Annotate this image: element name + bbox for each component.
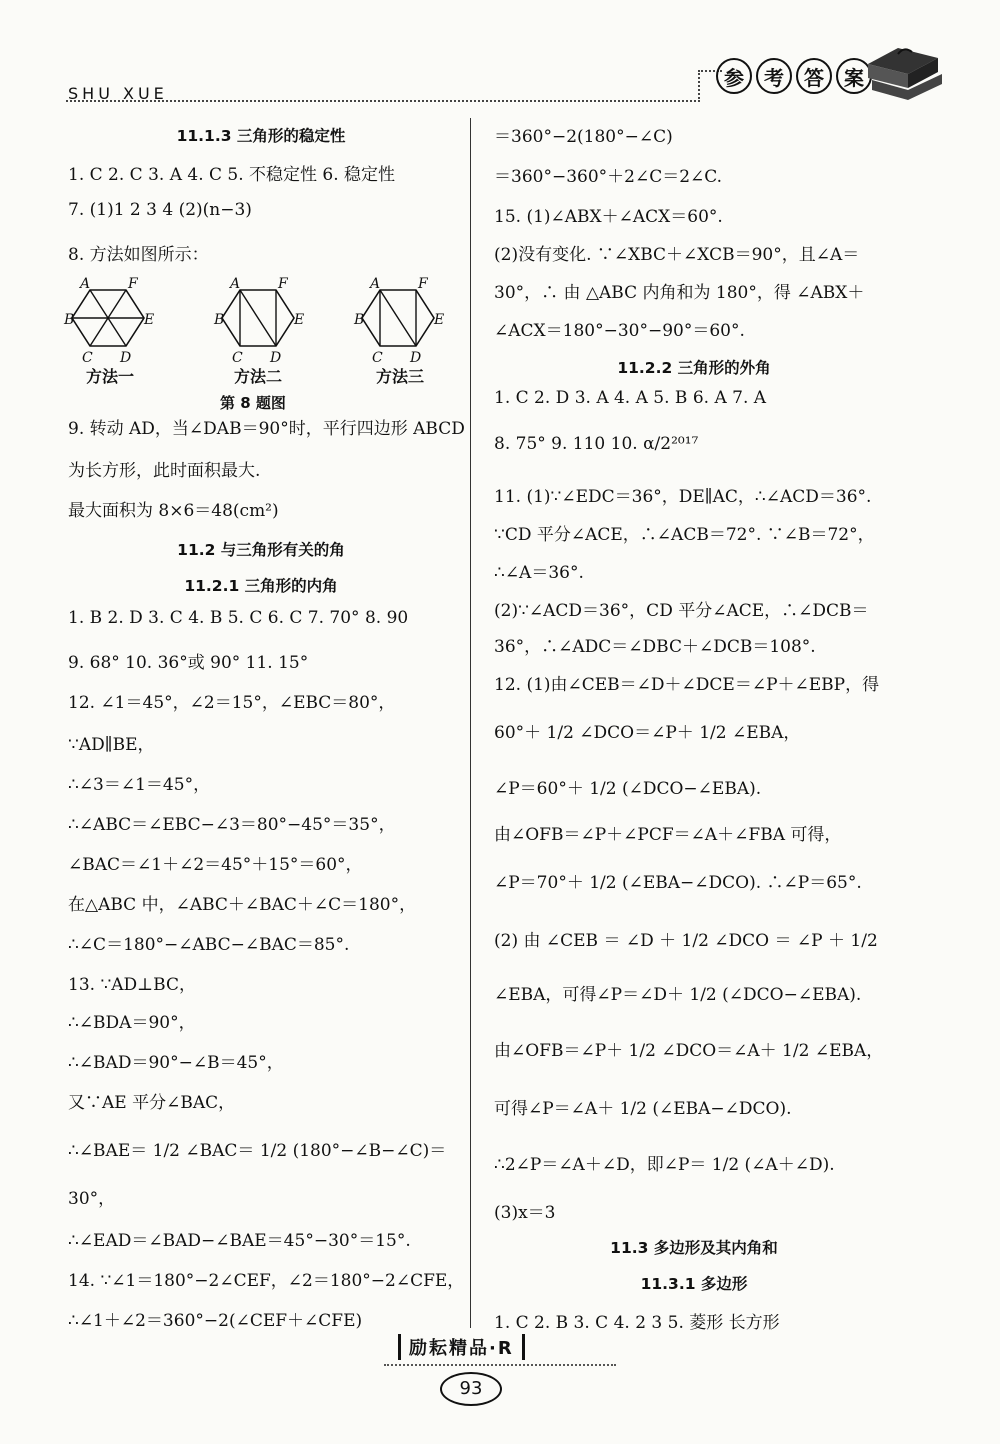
- vertex-label: C: [232, 350, 243, 366]
- answer-line: 36°，∴∠ADC＝∠DBC＋∠DCB＝108°.: [494, 637, 816, 657]
- answer-line: 8. 75° 9. 110 10. α/2²⁰¹⁷: [494, 434, 699, 454]
- figure-caption: 方法二: [234, 367, 283, 386]
- answer-line: 30°，∴ 由 △ABC 内角和为 180°，得 ∠ABX＋: [494, 283, 865, 303]
- hexagon-method-2: [213, 276, 304, 386]
- answer-line: (2) 由 ∠CEB ＝ ∠D ＋ 1/2 ∠DCO ＝ ∠P ＋ 1/2: [494, 931, 878, 951]
- answer-line: ∠BAC＝∠1＋∠2＝45°＋15°＝60°，: [68, 855, 363, 875]
- answer-line: 7. (1)1 2 3 4 (2)(n−3): [68, 200, 252, 220]
- answer-line: 可得∠P＝∠A＋ 1/2 (∠EBA−∠DCO).: [494, 1099, 792, 1119]
- answer-line: 1. C 2. D 3. A 4. A 5. B 6. A 7. A: [494, 388, 767, 408]
- footer-brand: 励耘精品·R: [398, 1334, 525, 1360]
- title-char: 案: [836, 58, 872, 94]
- vertex-label: F: [128, 276, 138, 292]
- answer-line: ∴∠EAD＝∠BAD−∠BAE＝45°−30°＝15°.: [68, 1231, 411, 1251]
- header-dotted-vline: [698, 70, 700, 102]
- vertex-label: D: [410, 350, 422, 366]
- vertex-label: E: [144, 312, 155, 328]
- answer-line: ∠EBA，可得∠P＝∠D＋ 1/2 (∠DCO−∠EBA).: [494, 985, 862, 1005]
- answer-line: 又∵AE 平分∠BAC，: [68, 1093, 236, 1113]
- title-char: 答: [796, 58, 832, 94]
- section-heading: 11.2 与三角形有关的角: [177, 541, 345, 559]
- answer-line: ∴∠1＋∠2＝360°−2(∠CEF＋∠CFE): [68, 1311, 363, 1331]
- answer-line: ∴∠ABC＝∠EBC−∠3＝80°−45°＝35°，: [68, 815, 396, 835]
- answer-line: (2)∵∠ACD＝36°，CD 平分∠ACE，∴∠DCB＝: [494, 601, 869, 621]
- answer-line: ∵AD∥BE，: [68, 735, 155, 755]
- answer-line: ＝360°−2(180°−∠C): [494, 127, 673, 147]
- answer-line: 在△ABC 中，∠ABC＋∠BAC＋∠C＝180°，: [68, 895, 417, 915]
- vertex-label: B: [214, 312, 225, 328]
- vertex-label: D: [270, 350, 282, 366]
- section-heading: 11.1.3 三角形的稳定性: [176, 127, 346, 145]
- answer-line: 14. ∵∠1＝180°−2∠CEF，∠2＝180°−2∠CFE，: [68, 1271, 465, 1291]
- figure-caption: 方法一: [86, 367, 135, 386]
- answer-line: ∵CD 平分∠ACE，∴∠ACB＝72°. ∵∠B＝72°，: [494, 525, 875, 545]
- vertex-label: A: [230, 276, 241, 292]
- vertex-label: B: [64, 312, 75, 328]
- answer-line: ∴∠A＝36°.: [494, 563, 584, 583]
- answer-line: 1. C 2. C 3. A 4. C 5. 不稳定性 6. 稳定性: [68, 165, 396, 185]
- answer-line: (3)x＝3: [494, 1203, 556, 1223]
- answer-line: ∴∠BDA＝90°，: [68, 1013, 196, 1033]
- vertex-label: F: [418, 276, 428, 292]
- vertex-label: F: [278, 276, 288, 292]
- vertex-label: C: [82, 350, 93, 366]
- answer-line: 9. 68° 10. 36°或 90° 11. 15°: [68, 653, 309, 673]
- answer-line: 1. C 2. B 3. C 4. 2 3 5. 菱形 长方形: [494, 1313, 780, 1333]
- column-divider: [470, 118, 471, 1328]
- answer-line: ∠P＝70°＋ 1/2 (∠EBA−∠DCO). ∴∠P＝65°.: [494, 873, 862, 893]
- answer-line: ∴∠C＝180°−∠ABC−∠BAC＝85°.: [68, 935, 350, 955]
- answer-line: 9. 转动 AD，当∠DAB＝90°时，平行四边形 ABCD: [68, 419, 465, 439]
- answer-line: 12. (1)由∠CEB＝∠D＋∠DCE＝∠P＋∠EBP，得: [494, 675, 880, 695]
- answer-line: 由∠OFB＝∠P＋ 1/2 ∠DCO＝∠A＋ 1/2 ∠EBA，: [494, 1041, 884, 1061]
- section-heading: 11.2.2 三角形的外角: [617, 359, 771, 377]
- answer-line: 由∠OFB＝∠P＋∠PCF＝∠A＋∠FBA 可得，: [494, 825, 842, 845]
- answer-line: ∴∠BAD＝90°−∠B＝45°，: [68, 1053, 284, 1073]
- answer-line: ∴∠BAE＝ 1/2 ∠BAC＝ 1/2 (180°−∠B−∠C)＝: [68, 1141, 447, 1161]
- hexagon-method-1: [63, 276, 154, 386]
- answer-line: 8. 方法如图所示：: [68, 245, 209, 265]
- vertex-label: B: [354, 312, 365, 328]
- answer-line: 60°＋ 1/2 ∠DCO＝∠P＋ 1/2 ∠EBA，: [494, 723, 801, 743]
- hexagon-figure: [64, 276, 448, 416]
- figure-title: 第 8 题图: [220, 394, 286, 412]
- header-title: [716, 58, 872, 94]
- vertex-label: A: [370, 276, 381, 292]
- vertex-label: A: [80, 276, 91, 292]
- answer-line: 11. (1)∵∠EDC＝36°，DE∥AC，∴∠ACD＝36°.: [494, 487, 872, 507]
- figure-caption: 方法三: [376, 367, 425, 386]
- vertex-label: C: [372, 350, 383, 366]
- page-number: 93: [440, 1372, 502, 1406]
- answer-line: 为长方形，此时面积最大.: [68, 461, 261, 481]
- answer-line: ∠P＝60°＋ 1/2 (∠DCO−∠EBA).: [494, 779, 762, 799]
- header-logo: SHU XUE: [68, 84, 168, 103]
- vertex-label: E: [294, 312, 305, 328]
- title-char: 参: [716, 58, 752, 94]
- header-dotted-line: [66, 100, 700, 102]
- footer-dotted-line: [384, 1364, 616, 1366]
- answer-line: ∴∠3＝∠1＝45°，: [68, 775, 211, 795]
- hexagon-method-3: [353, 276, 444, 386]
- answer-line: 30°，: [68, 1189, 116, 1209]
- answer-line: ＝360°−360°＋2∠C＝2∠C.: [494, 167, 723, 187]
- vertex-label: E: [434, 312, 445, 328]
- answer-line: 12. ∠1＝45°，∠2＝15°，∠EBC＝80°，: [68, 693, 396, 713]
- section-heading: 11.3.1 多边形: [640, 1275, 748, 1293]
- answer-line: 13. ∵AD⊥BC，: [68, 975, 196, 995]
- answer-line: (2)没有变化. ∵∠XBC＋∠XCB＝90°，且∠A＝: [494, 245, 860, 265]
- answer-line: 1. B 2. D 3. C 4. B 5. C 6. C 7. 70° 8. 90: [68, 608, 409, 628]
- section-heading: 11.2.1 三角形的内角: [184, 577, 338, 595]
- answer-line: 15. (1)∠ABX＋∠ACX＝60°.: [494, 207, 723, 227]
- title-char: 考: [756, 58, 792, 94]
- vertex-label: D: [120, 350, 132, 366]
- section-heading: 11.3 多边形及其内角和: [610, 1239, 778, 1257]
- answer-line: 最大面积为 8×6＝48(cm²): [68, 501, 279, 521]
- book-icon: [858, 44, 948, 108]
- answer-line: ∴2∠P＝∠A＋∠D，即∠P＝ 1/2 (∠A＋∠D).: [494, 1155, 835, 1175]
- answer-line: ∠ACX＝180°−30°−90°＝60°.: [494, 321, 745, 341]
